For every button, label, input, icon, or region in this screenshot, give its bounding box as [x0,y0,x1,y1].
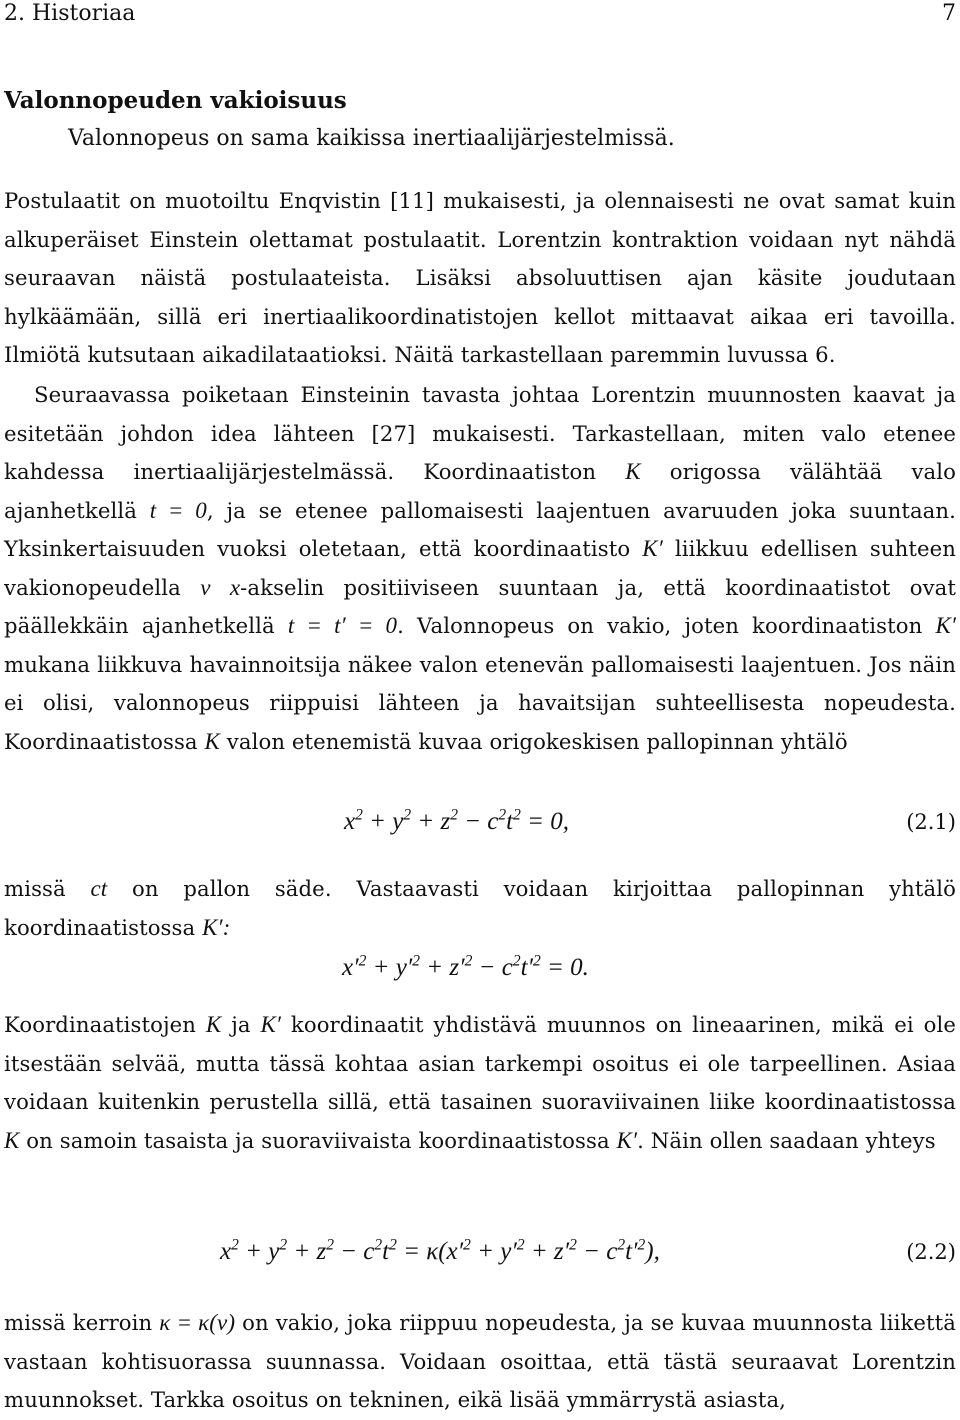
paragraph-5 [4,1304,956,1420]
paragraph-text: koordinaatit yhdistävä muunnos on lineaarinen, mikä ei ole itsestään selvää, mutta tässä kohtaa asian tarkempi osoitus ei ole tarpeellinen. Asiaa voidaan kuitenkin perustella sillä, että tasainen suoraviivainen liike koordinaatistossa [4,1012,956,1114]
paragraph-text: origossa välähtää valo ajanhetkellä [4,459,956,523]
paragraph-text: valon etenemistä kuvaa origokeskisen pallopinnan yhtälö [219,728,848,754]
paragraph-2 [4,376,956,761]
paragraph-text: missä kerroin [4,1310,160,1335]
paragraph-text: -akselin positiiviseen suuntaan ja, että koordinaatistot ovat päällekkäin ajanhetkellä [4,574,956,638]
equation-body: $x^2 + y^2 + z^2 - c^2t^2 = \kappa(x'^2 + y'^2 + z'^2 - c^2t'^2)$, [220,1236,660,1265]
math-symbol: K′: [202,914,231,940]
postulate-statement: Valonnopeus on sama kaikissa inertiaalijärjestelmissä. [68,126,675,151]
math-symbol: K [4,1127,20,1153]
page-number: 7 [942,1,956,26]
math-symbol: K [205,1012,222,1037]
section-title: Valonnopeuden vakioisuus [4,87,347,114]
math-symbol: x [229,574,241,600]
paragraph-4 [4,1006,956,1160]
equation-primed [4,946,956,990]
paragraph-text: . Näin ollen saadaan yhteys [637,1127,936,1153]
math-expression: t = 0 [149,497,207,523]
chapter-heading: 2. Historiaa [4,1,136,26]
equation-number: (2.2) [906,1240,956,1264]
math-symbol: K′ [260,1012,282,1037]
math-symbol: v [200,574,211,600]
math-expression: t = t′ = 0 [287,613,398,638]
equation-number: (2.1) [906,810,956,834]
paragraph-text: . Valonnopeus on vakio, joten koordinaatiston [397,613,936,638]
math-symbol: ct [90,876,108,901]
math-symbol: K [204,728,220,754]
math-symbol: K′ [616,1127,638,1153]
math-symbol: K′ [642,536,663,561]
paragraph-text: , ja se etenee pallomaisesti laajentuen avaruuden joka suuntaan. Yksinkertaisuuden vuoksi oletetaan, että koordinaatisto [4,497,956,561]
paragraph-text: Postulaatit on muotoiltu Enqvistin [11] mukaisesti, ja olennaisesti ne ovat samat kuin alkuperäiset Einstein olettamat postulaatit. Lorentzin kontraktion voidaan nyt nähdä seuraavan näistä postulaateista. Lisäksi absoluuttisen ajan käsite joudutaan hylkäämään, sillä eri inertiaalikoordinatistojen kellot mittaavat aikaa eri tavoilla. Ilmiötä kutsutaan aikadilataatioksi. Näitä tarkastellaan paremmin luvussa 6. [4,188,956,367]
paragraph-text: on samoin tasaista ja suoraviivaista koordinaatistossa [19,1127,617,1153]
paragraph-text: ja [221,1012,261,1037]
math-expression: κ = κ(v) [159,1310,236,1335]
paragraph-text: missä [4,876,91,901]
math-symbol: K [625,459,641,484]
paragraph-text: Koordinaatistojen [4,1012,206,1037]
page-header [4,0,956,30]
paragraph-1 [4,182,956,375]
math-symbol: K′ [935,613,957,638]
equation-2-1 [4,800,956,844]
paragraph-text: liikkuu edellisen suhteen vakionopeudella [4,536,956,600]
equation-2-2 [4,1230,956,1274]
paragraph-text: on pallon säde. Vastaavasti voidaan kirjoittaa pallopinnan yhtälö koordinaatistossa [4,876,956,940]
equation-body: $x^2 + y^2 + z^2 - c^2t^2 = 0$, [344,806,569,835]
equation-body: $x'^2 + y'^2 + z'^2 - c^2t'^2 = 0$. [342,952,589,981]
paragraph-text: Seuraavassa poiketaan Einsteinin tavasta johtaa Lorentzin muunnosten kaavat ja esitetään johdon idea lähteen [27] mukaisesti. Tarkastellaan, miten valo etenee kahdessa inertiaalijärjestelmässä. Koordinaatiston [4,382,956,484]
paragraph-text: on vakio, joka riippuu nopeudesta, ja se kuvaa muunnosta liikettä vastaan kohtisuorassa suunnassa. Voidaan osoittaa, että tästä seuraavat Lorentzin muunnokset. Tarkka osoitus on tekninen, eikä lisää ymmärrystä asiasta, [4,1310,956,1412]
paragraph-3 [4,870,956,947]
paragraph-text: mukana liikkuva havainnoitsija näkee valon etenevän pallomaisesti laajentuen. Jos näin ei olisi, valonnopeus riippuisi lähteen ja havaitsijan suhteellisesta nopeudesta. Koordinaatistossa [4,651,956,754]
